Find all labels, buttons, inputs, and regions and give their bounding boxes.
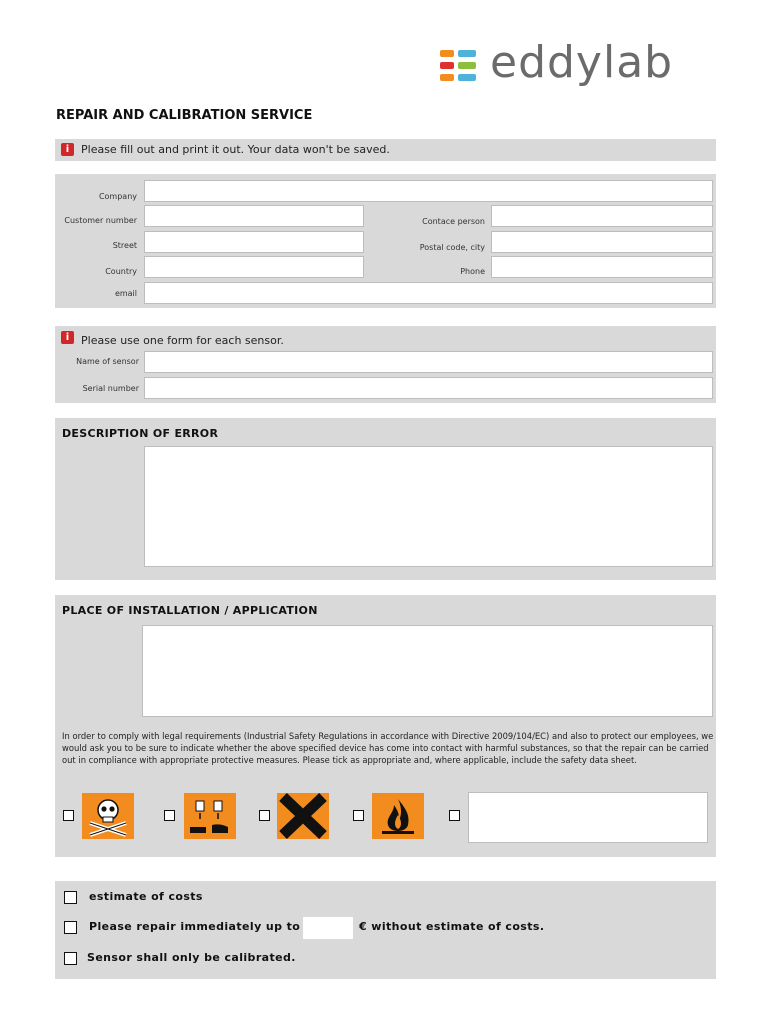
harmful-x-icon <box>277 793 329 839</box>
serial-number-field[interactable] <box>144 377 713 399</box>
company-field[interactable] <box>144 180 713 202</box>
repair-suffix-label: € without estimate of costs. <box>359 920 545 933</box>
legal-notice: In order to comply with legal requirements (Industrial Safety Regulations in accordance with Directive 2009/104/EC) and also to protect our employees, we would ask you to be sure to indicate whether the above specified device has come into contact with harmful substances, so that the repair can be carried out in compliance with appropriate protective measures. Please tick as appropriate and, where applicable, include the safety data sheet. <box>62 731 714 765</box>
country-field[interactable] <box>144 256 364 278</box>
logo-text: eddylab <box>490 37 674 88</box>
estimate-label: estimate of costs <box>89 890 203 903</box>
company-label: Company <box>98 192 137 201</box>
error-description-field[interactable] <box>144 446 713 567</box>
hazard-flammable-checkbox[interactable] <box>353 810 364 821</box>
postal-code-label: Postal code, city <box>419 243 485 252</box>
street-label: Street <box>112 241 137 250</box>
email-label: email <box>114 289 137 298</box>
repair-label: Please repair immediately up to <box>89 920 301 933</box>
repair-amount-field[interactable] <box>303 917 353 939</box>
street-field[interactable] <box>144 231 364 253</box>
info-icon: i <box>61 143 74 156</box>
hazard-toxic-checkbox[interactable] <box>63 810 74 821</box>
sensor-name-field[interactable] <box>144 351 713 373</box>
logo-mark-icon <box>440 50 480 84</box>
email-field[interactable] <box>144 282 713 304</box>
calibrate-label: Sensor shall only be calibrated. <box>87 951 296 964</box>
corrosive-icon <box>184 793 236 839</box>
error-heading: DESCRIPTION OF ERROR <box>62 427 219 440</box>
phone-label: Phone <box>460 267 485 276</box>
contact-person-field[interactable] <box>491 205 713 227</box>
info-icon: i <box>61 331 74 344</box>
notice-text: Please fill out and print it out. Your data won't be saved. <box>81 143 390 156</box>
flammable-icon <box>372 793 424 839</box>
installation-field[interactable] <box>142 625 713 717</box>
page-title: REPAIR AND CALIBRATION SERVICE <box>56 108 313 123</box>
calibrate-checkbox[interactable] <box>64 952 77 965</box>
phone-field[interactable] <box>491 256 713 278</box>
skull-icon <box>82 793 134 839</box>
hazard-harmful-checkbox[interactable] <box>259 810 270 821</box>
sensor-name-label: Name of sensor <box>76 357 139 366</box>
postal-code-field[interactable] <box>491 231 713 253</box>
repair-checkbox[interactable] <box>64 921 77 934</box>
hazard-other-field[interactable] <box>468 792 708 843</box>
hazard-other-checkbox[interactable] <box>449 810 460 821</box>
contact-person-label: Contace person <box>422 217 485 226</box>
hazard-corrosive-checkbox[interactable] <box>164 810 175 821</box>
notice-bar <box>55 139 716 161</box>
installation-heading: PLACE OF INSTALLATION / APPLICATION <box>62 604 318 617</box>
customer-number-field[interactable] <box>144 205 364 227</box>
estimate-checkbox[interactable] <box>64 891 77 904</box>
customer-number-label: Customer number <box>64 216 137 225</box>
sensor-notice: Please use one form for each sensor. <box>81 334 284 347</box>
serial-number-label: Serial number <box>82 384 139 393</box>
country-label: Country <box>105 267 137 276</box>
